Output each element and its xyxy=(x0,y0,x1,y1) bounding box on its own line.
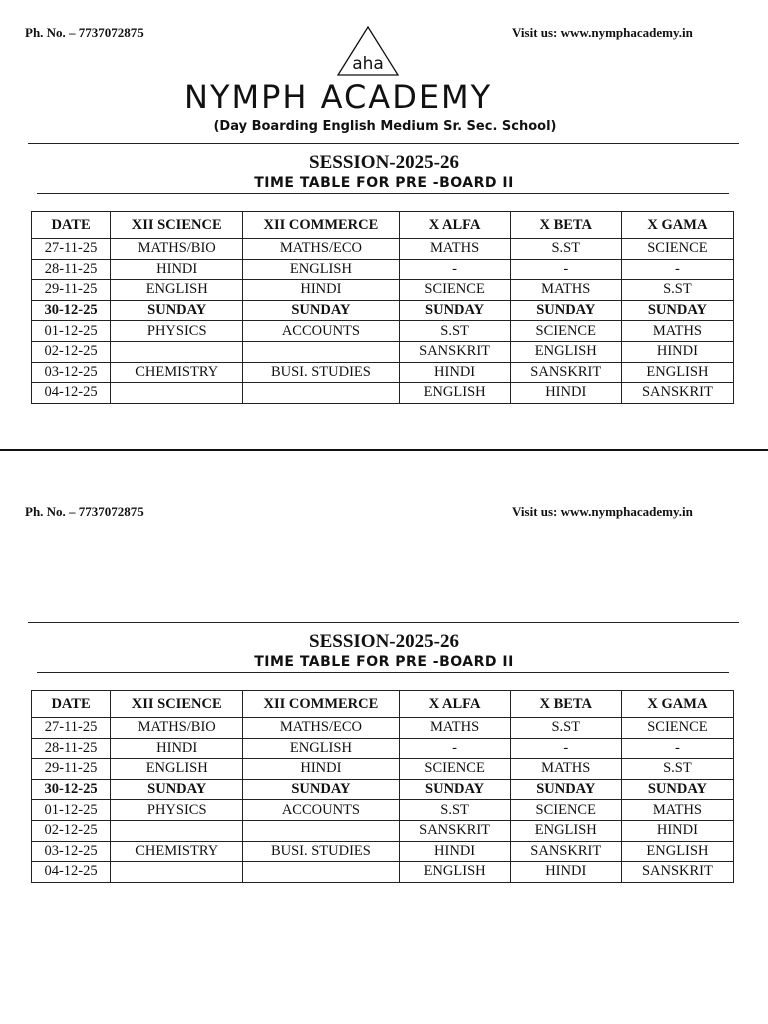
subject-cell: SUNDAY xyxy=(399,300,510,321)
table-row xyxy=(32,280,734,301)
date-cell: 29-11-25 xyxy=(32,280,111,301)
table-row xyxy=(32,239,734,260)
column-header: X ALFA xyxy=(399,212,510,239)
divider xyxy=(28,622,739,623)
subject-cell: ENGLISH xyxy=(243,259,399,280)
date-cell: 01-12-25 xyxy=(32,800,111,821)
date-cell: 02-12-25 xyxy=(32,341,111,362)
subject-cell: ENGLISH xyxy=(621,362,733,383)
column-header: X BETA xyxy=(510,212,621,239)
subject-cell: ENGLISH xyxy=(510,341,621,362)
subject-cell: MATHS xyxy=(510,280,621,301)
subject-cell: PHYSICS xyxy=(111,800,243,821)
subject-cell: SUNDAY xyxy=(510,300,621,321)
subject-cell: CHEMISTRY xyxy=(111,362,243,383)
subject-cell: S.ST xyxy=(621,280,733,301)
subject-cell: ENGLISH xyxy=(111,280,243,301)
subject-cell: SANSKRIT xyxy=(399,820,510,841)
date-cell: 27-11-25 xyxy=(32,718,111,739)
subject-cell: BUSI. STUDIES xyxy=(243,841,399,862)
date-cell: 03-12-25 xyxy=(32,841,111,862)
website-link[interactable]: Visit us: www.nymphacademy.in xyxy=(512,504,693,519)
subject-cell: - xyxy=(621,259,733,280)
subject-cell: - xyxy=(399,259,510,280)
subject-cell: ENGLISH xyxy=(399,383,510,404)
date-cell: 29-11-25 xyxy=(32,759,111,780)
subject-cell: ACCOUNTS xyxy=(243,800,399,821)
subject-cell: MATHS/ECO xyxy=(243,718,399,739)
logo-text: aha xyxy=(352,54,384,74)
table-header-row xyxy=(32,212,734,239)
divider xyxy=(37,193,729,194)
timetable-title: TIME TABLE FOR PRE -BOARD II xyxy=(254,175,514,191)
subject-cell: MATHS/BIO xyxy=(111,239,243,260)
subject-cell xyxy=(111,862,243,883)
subject-cell: BUSI. STUDIES xyxy=(243,362,399,383)
table-row xyxy=(32,362,734,383)
subject-cell: ENGLISH xyxy=(243,738,399,759)
divider xyxy=(37,672,729,673)
subject-cell: HINDI xyxy=(111,259,243,280)
website-link[interactable]: Visit us: www.nymphacademy.in xyxy=(512,25,693,40)
subject-cell xyxy=(243,862,399,883)
subject-cell: - xyxy=(510,259,621,280)
subject-cell: HINDI xyxy=(399,841,510,862)
subject-cell: SUNDAY xyxy=(621,300,733,321)
date-cell: 04-12-25 xyxy=(32,383,111,404)
table-row xyxy=(32,779,734,800)
column-header: X GAMA xyxy=(621,691,733,718)
timetable xyxy=(31,690,734,883)
subject-cell: S.ST xyxy=(399,800,510,821)
subject-cell: CHEMISTRY xyxy=(111,841,243,862)
phone-number: Ph. No. – 7737072875 xyxy=(25,504,144,519)
subject-cell: SANSKRIT xyxy=(621,862,733,883)
subject-cell: HINDI xyxy=(111,738,243,759)
divider xyxy=(28,143,739,144)
subject-cell: - xyxy=(621,738,733,759)
column-header: XII COMMERCE xyxy=(243,212,399,239)
subject-cell: MATHS xyxy=(510,759,621,780)
subject-cell: SCIENCE xyxy=(399,280,510,301)
table-row xyxy=(32,841,734,862)
subject-cell: SANSKRIT xyxy=(399,341,510,362)
column-header: DATE xyxy=(32,212,111,239)
subject-cell: HINDI xyxy=(399,362,510,383)
column-header: X BETA xyxy=(510,691,621,718)
subject-cell: SUNDAY xyxy=(111,300,243,321)
subject-cell: HINDI xyxy=(621,341,733,362)
cut-line-divider xyxy=(0,449,768,451)
subject-cell: SUNDAY xyxy=(621,779,733,800)
column-header: X GAMA xyxy=(621,212,733,239)
subject-cell: SUNDAY xyxy=(243,779,399,800)
subject-cell: - xyxy=(510,738,621,759)
subject-cell: HINDI xyxy=(510,383,621,404)
session-heading: SESSION-2025-26 xyxy=(309,631,459,652)
subject-cell: ENGLISH xyxy=(510,820,621,841)
date-cell: 30-12-25 xyxy=(32,300,111,321)
subject-cell: SUNDAY xyxy=(243,300,399,321)
subject-cell: S.ST xyxy=(399,321,510,342)
subject-cell: S.ST xyxy=(510,718,621,739)
column-header: XII SCIENCE xyxy=(111,212,243,239)
table-row xyxy=(32,718,734,739)
academy-logo-icon xyxy=(335,25,401,77)
column-header: X ALFA xyxy=(399,691,510,718)
table-row xyxy=(32,820,734,841)
date-cell: 04-12-25 xyxy=(32,862,111,883)
subject-cell: SANSKRIT xyxy=(510,362,621,383)
timetable-title: TIME TABLE FOR PRE -BOARD II xyxy=(254,654,514,670)
subject-cell: MATHS/ECO xyxy=(243,239,399,260)
subject-cell: HINDI xyxy=(243,280,399,301)
subject-cell: HINDI xyxy=(621,820,733,841)
table-row xyxy=(32,321,734,342)
table-row xyxy=(32,300,734,321)
subject-cell: MATHS xyxy=(621,800,733,821)
subject-cell: SCIENCE xyxy=(621,239,733,260)
subject-cell: ENGLISH xyxy=(111,759,243,780)
subject-cell: MATHS/BIO xyxy=(111,718,243,739)
subject-cell: HINDI xyxy=(510,862,621,883)
school-name: NYMPH ACADEMY xyxy=(184,78,493,116)
table-row xyxy=(32,259,734,280)
date-cell: 27-11-25 xyxy=(32,239,111,260)
table-header-row xyxy=(32,691,734,718)
subject-cell: SCIENCE xyxy=(621,718,733,739)
date-cell: 03-12-25 xyxy=(32,362,111,383)
subject-cell: ENGLISH xyxy=(399,862,510,883)
table-row xyxy=(32,738,734,759)
table-row xyxy=(32,341,734,362)
date-cell: 28-11-25 xyxy=(32,259,111,280)
subject-cell: S.ST xyxy=(621,759,733,780)
table-row xyxy=(32,759,734,780)
subject-cell: HINDI xyxy=(243,759,399,780)
subject-cell xyxy=(111,820,243,841)
subject-cell xyxy=(243,383,399,404)
table-row xyxy=(32,800,734,821)
column-header: XII COMMERCE xyxy=(243,691,399,718)
subject-cell: SCIENCE xyxy=(510,800,621,821)
phone-number: Ph. No. – 7737072875 xyxy=(25,25,144,40)
subject-cell: SUNDAY xyxy=(510,779,621,800)
subject-cell: SCIENCE xyxy=(510,321,621,342)
subject-cell: SANSKRIT xyxy=(510,841,621,862)
table-row xyxy=(32,862,734,883)
subject-cell: PHYSICS xyxy=(111,321,243,342)
subject-cell: SUNDAY xyxy=(111,779,243,800)
subject-cell: MATHS xyxy=(399,239,510,260)
session-heading: SESSION-2025-26 xyxy=(309,152,459,173)
subject-cell: - xyxy=(399,738,510,759)
subject-cell xyxy=(243,341,399,362)
subject-cell: SCIENCE xyxy=(399,759,510,780)
column-header: XII SCIENCE xyxy=(111,691,243,718)
column-header: DATE xyxy=(32,691,111,718)
subject-cell: ACCOUNTS xyxy=(243,321,399,342)
subject-cell: MATHS xyxy=(399,718,510,739)
school-tagline: (Day Boarding English Medium Sr. Sec. School) xyxy=(213,119,557,134)
date-cell: 01-12-25 xyxy=(32,321,111,342)
subject-cell: SANSKRIT xyxy=(621,383,733,404)
subject-cell: SUNDAY xyxy=(399,779,510,800)
subject-cell: ENGLISH xyxy=(621,841,733,862)
subject-cell: S.ST xyxy=(510,239,621,260)
date-cell: 28-11-25 xyxy=(32,738,111,759)
subject-cell xyxy=(111,341,243,362)
subject-cell: MATHS xyxy=(621,321,733,342)
date-cell: 02-12-25 xyxy=(32,820,111,841)
subject-cell xyxy=(111,383,243,404)
date-cell: 30-12-25 xyxy=(32,779,111,800)
table-row xyxy=(32,383,734,404)
subject-cell xyxy=(243,820,399,841)
timetable xyxy=(31,211,734,404)
